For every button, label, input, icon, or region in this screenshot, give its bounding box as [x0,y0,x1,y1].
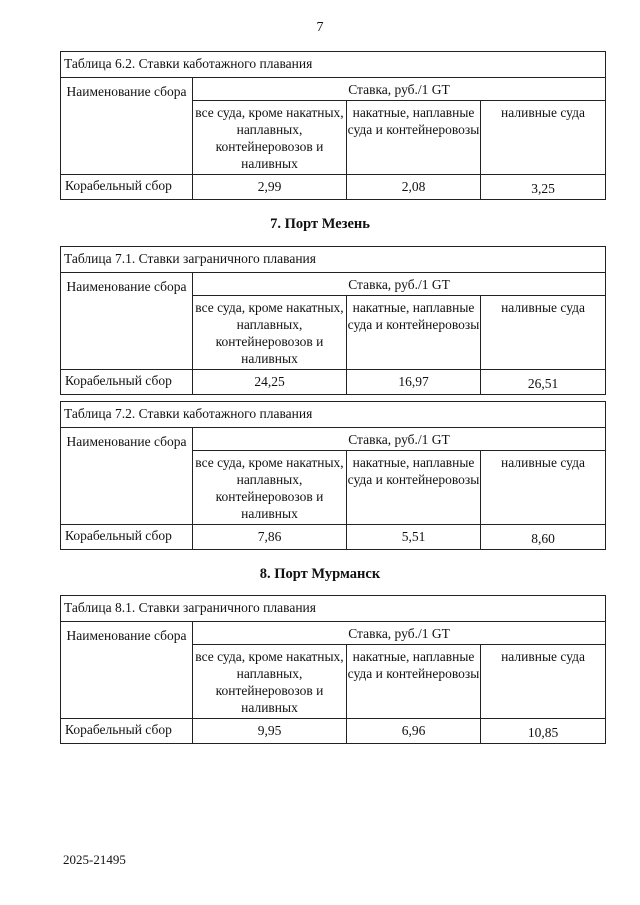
page-number: 7 [316,20,324,35]
value-tankers: 8,60 [481,525,606,550]
value-roro-container: 2,08 [347,175,481,200]
value-all-vessels: 24,25 [193,370,347,395]
value-tankers: 10,85 [481,719,606,744]
table-caption: Таблица 8.1. Ставки заграничного плавания [61,596,606,622]
table-caption: Таблица 7.2. Ставки каботажного плавания [61,402,606,428]
column-tankers: наливные суда [481,101,606,175]
row-label: Корабельный сбор [61,525,193,550]
value-all-vessels: 9,95 [193,719,347,744]
row-label: Корабельный сбор [61,175,193,200]
column-roro-container: накатные, наплавные суда и контейнеровозы [347,451,481,525]
column-all-vessels: все суда, кроме накатных, наплавных, контейнеровозов и наливных [193,101,347,175]
rate-header: Ставка, руб./1 GT [193,78,606,101]
rate-header: Ставка, руб./1 GT [193,428,606,451]
table-caption: Таблица 7.1. Ставки заграничного плавания [61,247,606,273]
value-all-vessels: 7,86 [193,525,347,550]
column-tankers: наливные суда [481,451,606,525]
fee-name-header: Наименование сбора [61,273,193,370]
section-title-murmansk: 8. Порт Мурманск [259,566,381,582]
rate-table-8-1 [60,595,606,744]
document-code: 2025-21495 [63,852,126,867]
fee-name-header: Наименование сбора [61,428,193,525]
rate-table-6-2 [60,51,606,200]
rate-table-7-1 [60,246,606,395]
column-roro-container: накатные, наплавные суда и контейнеровозы [347,296,481,370]
rate-header: Ставка, руб./1 GT [193,273,606,296]
column-roro-container: накатные, наплавные суда и контейнеровозы [347,101,481,175]
column-all-vessels: все суда, кроме накатных, наплавных, контейнеровозов и наливных [193,296,347,370]
column-all-vessels: все суда, кроме накатных, наплавных, контейнеровозов и наливных [193,451,347,525]
row-label: Корабельный сбор [61,719,193,744]
column-roro-container: накатные, наплавные суда и контейнеровозы [347,645,481,719]
rate-header: Ставка, руб./1 GT [193,622,606,645]
value-tankers: 3,25 [481,175,606,200]
section-title-mezen: 7. Порт Мезень [270,216,370,232]
value-roro-container: 5,51 [347,525,481,550]
column-all-vessels: все суда, кроме накатных, наплавных, контейнеровозов и наливных [193,645,347,719]
table-caption: Таблица 6.2. Ставки каботажного плавания [61,52,606,78]
value-roro-container: 16,97 [347,370,481,395]
row-label: Корабельный сбор [61,370,193,395]
value-all-vessels: 2,99 [193,175,347,200]
fee-name-header: Наименование сбора [61,622,193,719]
fee-name-header: Наименование сбора [61,78,193,175]
value-roro-container: 6,96 [347,719,481,744]
column-tankers: наливные суда [481,645,606,719]
column-tankers: наливные суда [481,296,606,370]
value-tankers: 26,51 [481,370,606,395]
rate-table-7-2 [60,401,606,550]
